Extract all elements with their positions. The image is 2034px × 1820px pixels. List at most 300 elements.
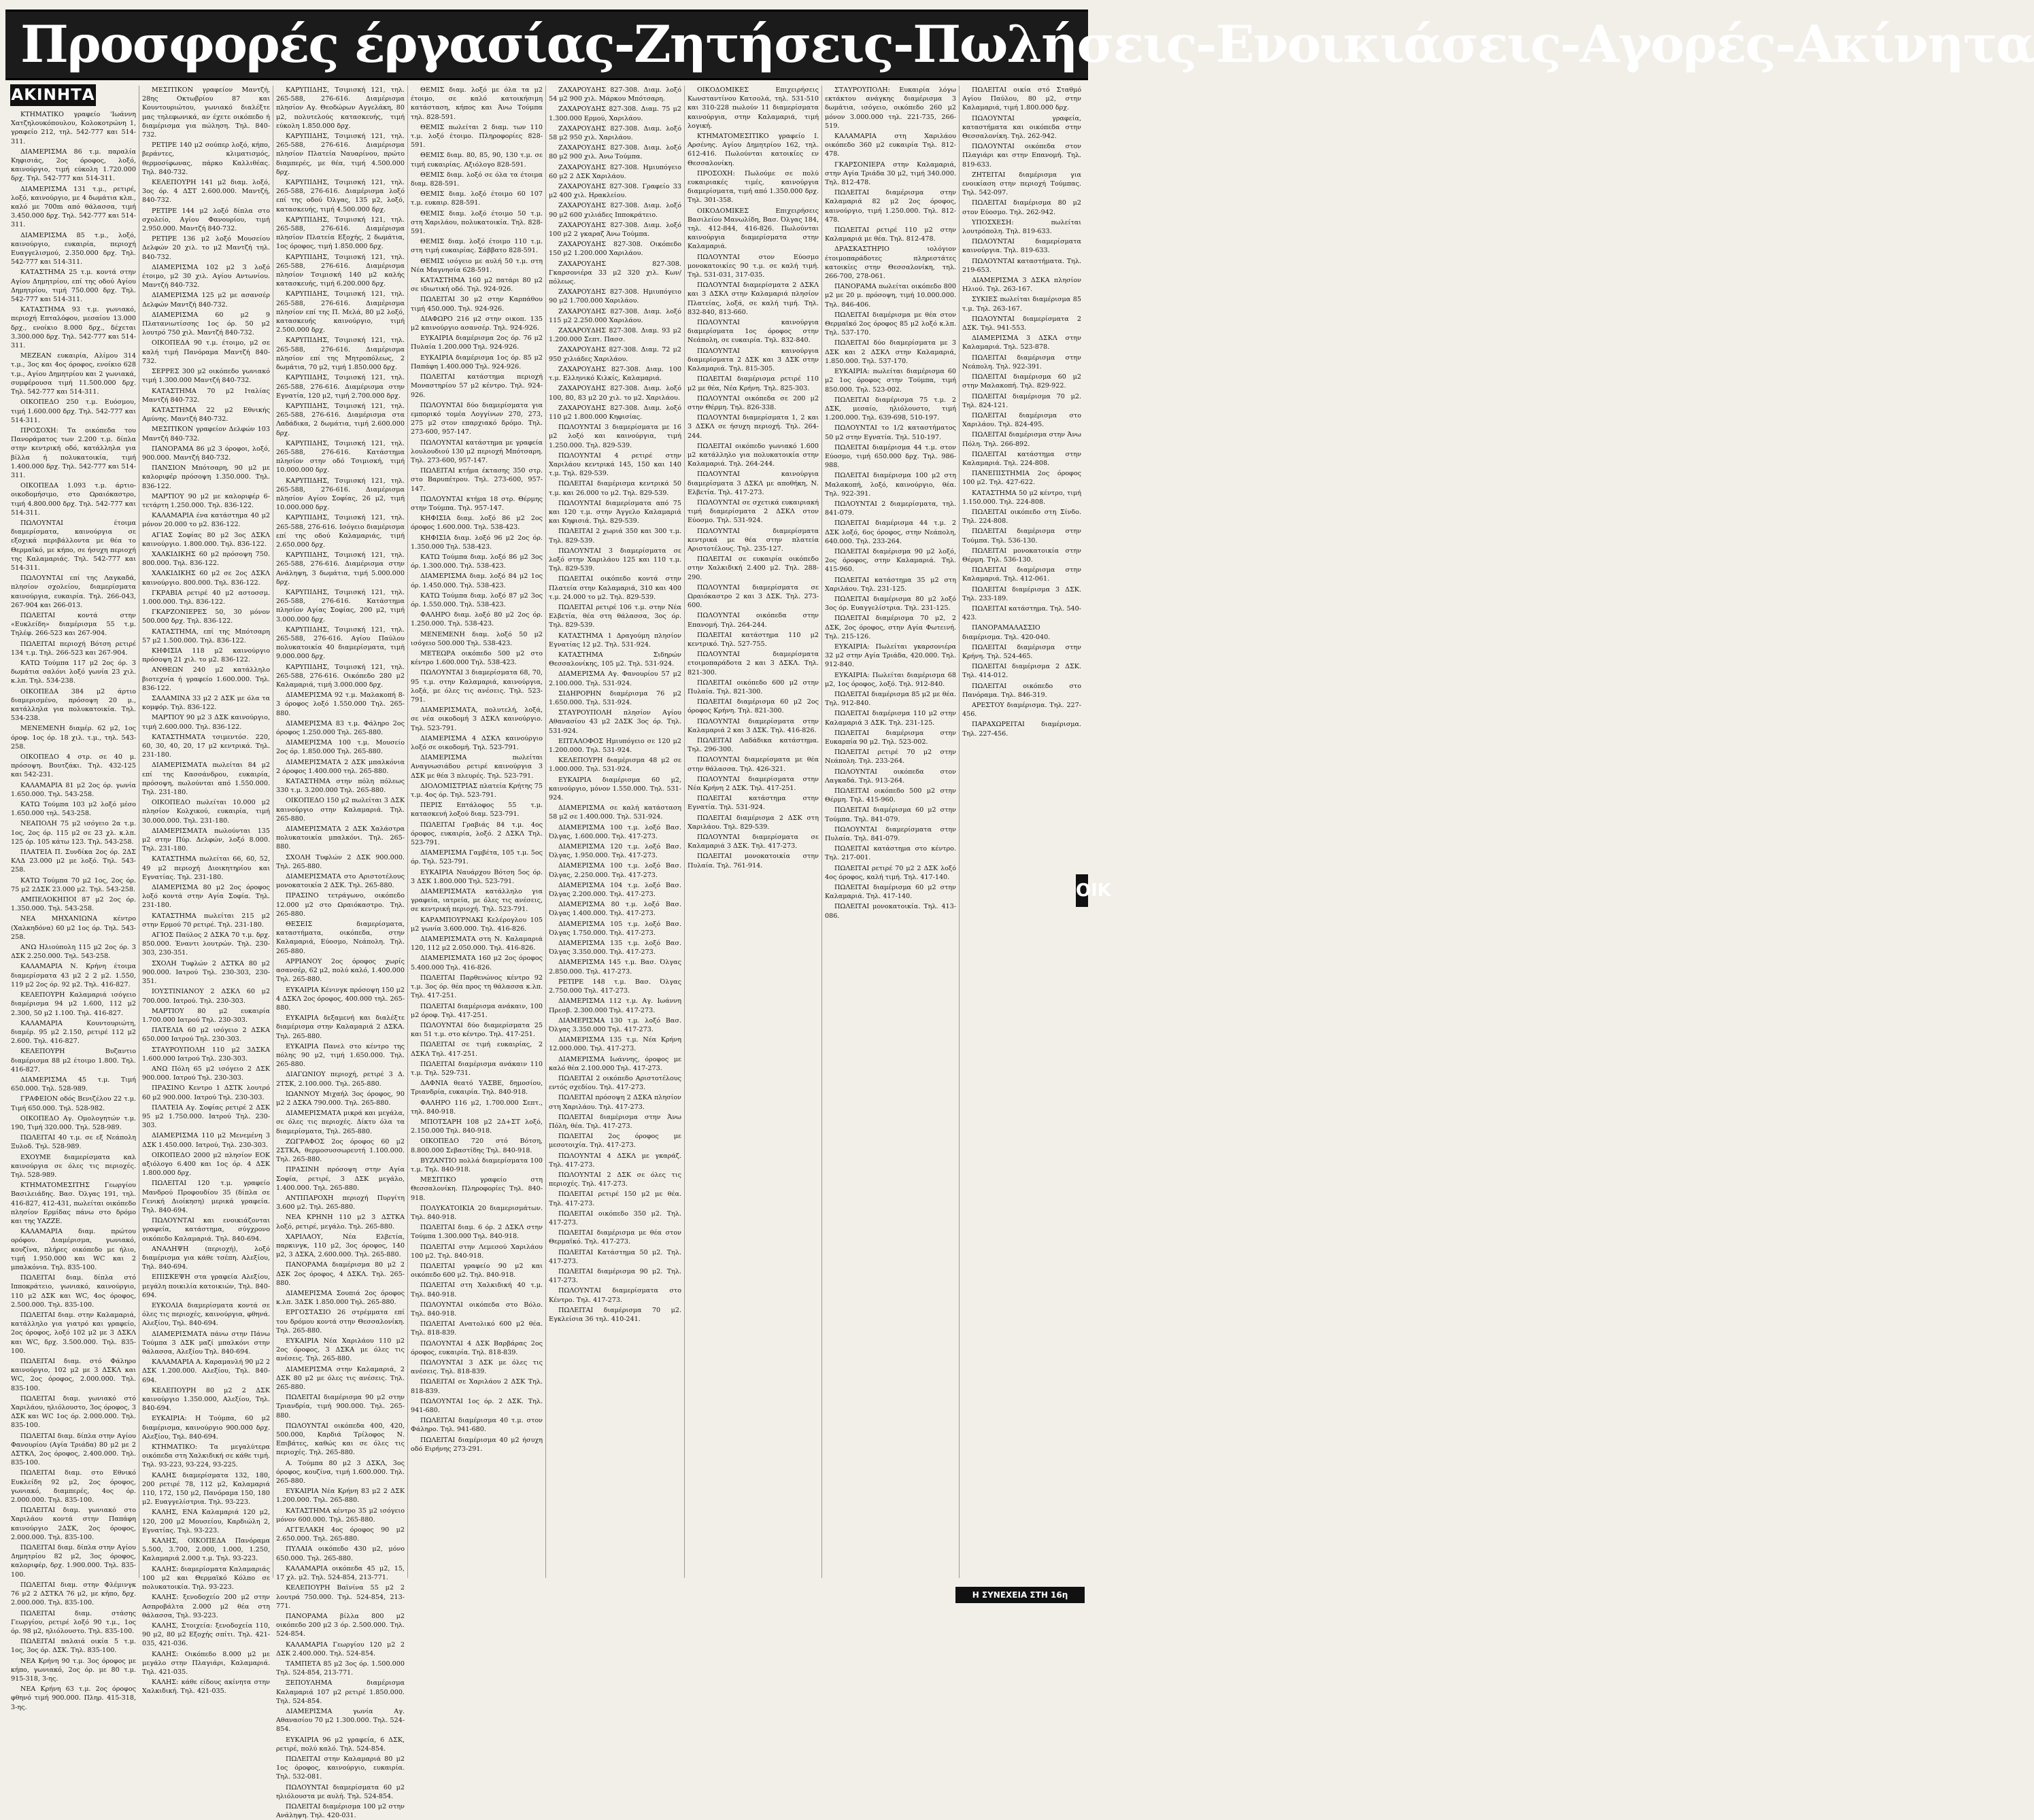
classified-ad: ΠΩΛΕΙΤΑΙ ρετιρέ 70 μ2 στην Νεάπολη. Τηλ. 233-264. (825, 749, 956, 766)
classified-ad: ΠΩΛΕΙΤΑΙ διαμέρισμα με θέα στον Θερμαϊκό 2ος όροφος 85 μ2 λοξό κ.λπ. Τηλ. 537-170. (825, 311, 956, 337)
classified-ad: ΠΩΛΕΙΤΑΙ διαμέρισμα 80 μ2 λοξό 3ος όρ. Ευαγγελίστρια. Τηλ. 231-125. (825, 595, 956, 613)
classified-ad: ΖΑΧΑΡΟΥΔΗΣ 827-308. Γραφείο 33 μ2 400 χιλ. Ηρακλείου. (549, 183, 681, 200)
classified-ad: ΠΩΛΕΙΤΑΙ διαμέρισμα 60 μ2 2ος όροφος Κρήνη. Τηλ. 821-300. (688, 698, 819, 715)
classified-ad: ΖΗΤΕΙΤΑΙ διαμέρισμα για ενοικίαση στην περιοχή Τούμπας. Τηλ. 542-097. (962, 171, 1081, 197)
classified-ad: ΠΩΛΟΥΝΤΑΙ 3 διαμερίσματα σε λοξό στην Χαριλάου 125 και 110 τ.μ. Τηλ. 829-539. (549, 547, 681, 573)
classified-ad: ΚΤΗΜΑΤΟΜΕΣΙΤΗΣ Γεωργίου Βασιλειάδης. Βασ. Όλγας 191, τηλ. 416-827, 412-431, πωλείται οικόπεδο πλησίον Ερμίδας πάνω στο δρόμο και της ΥΑΖΖΕ. (11, 1182, 136, 1225)
classified-ad: ΚΑΡΥΠΙΔΗΣ, Τσιμισκή 121, τηλ. 265-588, 276-616. Ισόγειο διαμέρισμα επί της οδού Καλαμαριάς, τιμή 2.650.000 δρχ. (276, 514, 405, 549)
classified-ad: ΘΕΜΙΣ διαμ. 80, 85, 90, 130 τ.μ. σε τιμή ευκαιρίας. Αξιόλογο 828-591. (411, 152, 543, 169)
classified-ad: ΖΑΧΑΡΟΥΔΗΣ 827-308. Διαμ. λοξό 90 μ2 600 χιλιάδες Ιπποκράτειο. (549, 202, 681, 219)
classified-ad: ΠΩΛΕΙΤΑΙ διαμ. στην Καλαμαριά, κατάλληλο για γιατρό και γραφείο, 2ος όροφος, λοξό 102 μ2 με 3 ΔΣΚΛ και WC, δρχ. 3.500.000. Τηλ. 835-100. (11, 1311, 136, 1355)
ad-column-8 (959, 86, 1081, 1578)
classified-ad: ΠΩΛΕΙΤΑΙ στην Λεμεσού Χαριλάου 100 μ2. Τηλ. 840-918. (411, 1243, 543, 1260)
classified-ad: ΠΩΛΕΙΤΑΙ διαμέρισμα 40 μ2 ήσυχη οδό Ειρήνης 273-291. (411, 1436, 543, 1453)
classified-ad: ΠΩΛΕΙΤΑΙ οικόπεδο 500 μ2 στην Θέρμη. Τηλ. 415-960. (825, 787, 956, 804)
classified-ad: ΔΙΑΜΕΡΙΣΜΑ 80 μ2 2ος όροφος λοξό κοντά στην Αγία Σοφία. Τηλ. 231-180. (142, 884, 270, 910)
classified-ad: ΠΩΛΕΙΤΑΙ κατάστημα 110 μ2 κεντρικό. Τηλ. 527-755. (688, 631, 819, 648)
classified-ad: ΑΓΙΑΣ Σοφίας 80 μ2 3ος ΔΣΚΛ καινούργιο. 1.800.000. Τηλ. 836-122. (142, 531, 270, 548)
classified-ad: ΚΗΦΙΣΙΑ 118 μ2 καινούργιο πρόσοψη 21 χιλ. το μ2. 836-122. (142, 647, 270, 664)
classified-ad: ΚΑΤΑΣΤΗΜΑ 93 τ.μ. γωνιακό, περιοχή Επταλόφου, μεσαίου 13.000 δρχ., ενοίκιο 8.000 δρχ., δέχεται 3.300.000 δρχ. Τηλ. 542-777 και 514-311. (11, 306, 136, 350)
classified-ad: ΠΩΛΕΙΤΑΙ διαμέρισμα 2 ΔΣΚ. Τηλ. 414-012. (962, 663, 1081, 680)
classified-ad: ΠΩΛΟΥΝΤΑΙ γραφεία, καταστήματα και οικόπεδα στην Θεσσαλονίκη. Τηλ. 262-942. (962, 114, 1081, 141)
classified-ad: ΔΙΑΜΕΡΙΣΜΑ 120 τ.μ. λοξό Βασ. Όλγας, 1.950.000. Τηλ. 417-273. (549, 843, 681, 860)
classified-ad: ΚΑΤΑΣΤΗΜΑ 22 μ2 Εθνικής Αμύνης. Μαντζή 840-732. (142, 406, 270, 424)
classified-ad: ΠΩΛΕΙΤΑΙ διαμέρισμα στην Καλαμαριά 82 μ2 2ος όροφος, καινούργιο, τιμή 1.250.000. Τηλ. 812-478. (825, 189, 956, 224)
classified-ad: ΡΕΤΙΡΕ 136 μ2 λοξό Μουσείου Δελφών 20 χιλ. το μ2 Μαντζή τηλ. 840-732. (142, 235, 270, 261)
classified-ad: ΕΥΚΟΛΙΑ διαμερίσματα κοντά σε όλες τις περιοχές, καινούργια, φθηνά. Αλεξίου, Τηλ. 840-694. (142, 1302, 270, 1328)
classified-ad: ΤΑΜΠΕΤΑ 85 μ2 3ος όρ. 1.500.000 Τηλ. 524-854, 213-771. (276, 1660, 405, 1677)
classified-ad: ΠΩΛΕΙΤΑΙ Λαδάδικα κατάστημα. Τηλ. 296-300. (688, 737, 819, 754)
classified-ad: ΠΑΡΑΧΩΡΕΙΤΑΙ διαμέρισμα. Τηλ. 227-456. (962, 721, 1081, 738)
classified-ad: ΖΑΧΑΡΟΥΔΗΣ 827-308. Οικόπεδο 150 μ2 1.200.000 Χαριλάου. (549, 241, 681, 258)
classified-ad: ΟΙΚΟΠΕΔΑ 384 μ2 άρτιο διαμερισμένο, πρόσοψη 20 μ., κατάλληλα για πολυκατοικία. Τηλ. 534-238. (11, 687, 136, 723)
classified-ad: ΓΚΑΡΣΟΝΙΕΡΑ στην Καλαμαριά, στην Αγία Τριάδα 30 μ2, τιμή 340.000. Τηλ. 812-478. (825, 160, 956, 187)
classified-ad: ΠΩΛΕΙΤΑΙ κατάστημα 35 μ2 στη Χαριλάου. Τηλ. 231-125. (825, 576, 956, 593)
classified-ad: ΠΩΛΕΙΤΑΙ διαμέρισμα 60 μ2 στην Μαλακοπή. Τηλ. 829-922. (962, 373, 1081, 390)
classified-ad: ΚΑΤΩ Τούμπα 103 μ2 λοξό μέσο 1.650.000 τηλ. 543-258. (11, 801, 136, 818)
classified-ad: ΔΙΑΜΕΡΙΣΜΑΤΑ μικρά και μεγάλα, σε όλες τις περιοχές. Δίκτυ όλα τα διαμερίσματα, Τηλ. 265-880. (276, 1110, 405, 1135)
classified-ad: ΠΩΛΕΙΤΑΙ οικόπεδο 600 μ2 στην Πυλαία. Τηλ. 821-300. (688, 679, 819, 696)
ad-column-6 (684, 86, 819, 1578)
classified-ad: ΙΟΥΣΤΙΝΙΑΝΟΥ 2 ΔΣΚΛ 60 μ2 700.000. Ιατρού. Τηλ. 230-303. (142, 988, 270, 1005)
classified-ad: ΜΑΡΤΙΟΥ 90 μ2 3 ΔΣΚ καινούργιο, τιμή 2.600.000. Τηλ. 836-122. (142, 714, 270, 731)
classified-ad: ΠΩΛΕΙΤΑΙ διαμέρισμα ρετιρέ 110 μ2 με θέα, Νέα Κρήνη. Τηλ. 825-303. (688, 375, 819, 392)
classified-ad: ΔΙΑΜΕΡΙΣΜΑ 4 ΔΣΚΛ καινούργιο λοξό σε οικοδομή. Τηλ. 523-791. (411, 734, 543, 752)
classified-ad: ΠΩΛΕΙΤΑΙ διαμ. στην Φλέμινγκ 76 μ2 2 ΔΣΤΚΛ 76 μ2, με κήπο, δρχ. 2.000.000. Τηλ. 835-100. (11, 1581, 136, 1607)
classified-ad: ΕΧΟΥΜΕ διαμερίσματα καλ καινούργια σε όλες τις περιοχές. Τηλ. 528-989. (11, 1153, 136, 1179)
classified-ad: ΔΙΑΜΕΡΙΣΜΑ 83 τ.μ. Φάληρο 2ος όροφος 1.250.000 Τηλ. 265-880. (276, 719, 405, 737)
classified-ad: ΚΑΤΑΣΤΗΜΑ κέντρο 35 μ2 ισόγειο μόνον 600.000. Τηλ. 265-880. (276, 1507, 405, 1524)
banner-title: Προσφορές έργασίας-Ζητήσεις-Πωλήσεις-Ενοικιάσεις-Αγορές-Ακίνητα (20, 14, 2034, 74)
classified-ad: ΠΩΛΟΥΝΤΑΙ 3 διαμερίσματα με 16 μ2 λοξό και καινούργια, τιμή 1.250.000. Τηλ. 829-539. (549, 424, 681, 449)
classified-ad: ΠΥΛΑΙΑ οικόπεδο 430 μ2, μόνο 650.000. Τηλ. 265-880. (276, 1545, 405, 1562)
classified-ad: ΖΑΧΑΡΟΥΔΗΣ 827-308. Διαμ. λοξό 115 μ2 2.250.000 Χαριλάου. (549, 307, 681, 324)
classified-ad: ΠΩΛΕΙΤΑΙ διαμέρισμα 2 ΔΣΚ στη Χαριλάου. Τηλ. 829-539. (688, 814, 819, 831)
classified-ad: ΠΩΛΟΥΝΤΑΙ κατάστημα με γραφεία λουλουδιού 130 μ2 περιοχή Μπότσαρη. Τηλ. 273-600, 957-147. (411, 439, 543, 464)
classified-ad: ΚΑΡΥΠΙΔΗΣ, Τσιμισκή 121, τηλ. 265-588, 276-616. Κατάστημα πλησίον Αγίας Σοφίας, 200 μ2, τιμή 3.000.000 δρχ. (276, 588, 405, 623)
classified-ad: ΠΩΛΟΥΝΤΑΙ διαμερίσματα καινούργια. Τηλ. 819-633. (962, 238, 1081, 255)
classified-ad: ΞΕΠΟΥΛΗΜΑ διαμέρισμα Καλαμαριά 107 μ2 ρετιρέ 1.850.000. Τηλ. 524-854. (276, 1679, 405, 1705)
classified-ad: ΖΑΧΑΡΟΥΔΗΣ 827-308. Διαμ. 100 τ.μ. Ελληνικό Κιλκίς, Καλαμαριά. (549, 365, 681, 383)
classified-ad: ΔΙΑΜΕΡΙΣΜΑ 3 ΔΣΚΛ στην Καλαμαριά. Τηλ. 523-878. (962, 334, 1081, 351)
classified-ad: ΔΙΑΜΕΡΙΣΜΑ 100 τ.μ. Μουσείο 2ος όρ. 1.850.000 Τηλ. 265-880. (276, 739, 405, 756)
classified-ad: ΠΩΛΟΥΝΤΑΙ στον Εύοσμο μονοκατοικίες 90 τ.μ. σε καλή τιμή. Τηλ. 531-031, 317-035. (688, 253, 819, 279)
classified-ad: ΚΑΤΑΣΤΗΜΑ πωλείται 215 μ2 στην Ερμού 70 ρετιρέ. Τηλ. 231-180. (142, 912, 270, 929)
ad-column-3 (273, 86, 405, 1820)
classified-ad: ΠΑΝΟΡΑΜΑΛΑΣΣΙΟ διαμέρισμα. Τηλ. 420-040. (962, 624, 1051, 641)
classified-ad: ΠΩΛΟΥΝΤΑΙ διαμερίσματα ετοιμοπαράδοτα 2 και 3 ΔΣΚΛ. Τηλ. 821-300. (688, 651, 819, 676)
classified-ad: ΚΑΛΑΜΑΡΙΑ 81 μ2 2ος όρ. γωνία 1.650.000. Τηλ. 543-258. (11, 781, 136, 798)
classified-ad: ΕΥΚΑΙΡΙΑ διαμέρισμα 60 μ2, καινούργιο, μόνον 1.550.000. Τηλ. 531-924. (549, 776, 681, 802)
classified-ad: ΘΕΜΙΣ ισόγειο με αυλή 50 τ.μ. στη Νέα Μαγνησία 628-591. (411, 257, 543, 274)
classified-ad: ΚΑΛΗΣ: Οικόπεδο 8.000 μ2 με μεγάλο στην Πλαγιάρι, Καλαμαριά. Τηλ. 421-035. (142, 1650, 270, 1676)
classified-ad: ΓΚΑΡΖΟΝΙΕΡΕΣ 50, 30 μόνον 500.000 δρχ. Τηλ. 836-122. (142, 608, 270, 625)
classified-ad: ΠΩΛΟΥΝΤΑΙ διαμερίσματα 1, 2 και 3 ΔΣΚΛ σε ήσυχη περιοχή. Τηλ. 264-244. (688, 414, 819, 440)
classified-ad: ΠΩΛΟΥΝΤΑΙ διαμερίσματα σε Ωραιόκαστρο 2 και 3 ΔΣΚ. Τηλ. 273-600. (688, 583, 819, 610)
classified-ad: ΚΕΛΕΠΟΥΡΗ Καλαμαριά ισόγειο διαμέρισμα 94 μ2 1.600, 112 μ2 2.300, 50 μ2 1.100. Τηλ. 416-827. (11, 991, 136, 1017)
classified-ad: ΔΙΑΜΕΡΙΣΜΑΤΑ πωλείται 84 μ2 επί της Κασσάνδρου, ευκαιρία, πρόσοψη, πωλούνται από 1.550.000. Τηλ. 231-180. (142, 761, 270, 797)
classified-ad: ΙΩΑΝΝΟΥ Μιχαήλ 3ος όροφος, 90 μ2 2 ΔΣΚΑ 790.000. Τηλ. 265-880. (276, 1090, 405, 1107)
classified-ad: ΚΑΡΥΠΙΔΗΣ, Τσιμισκή 121, τηλ. 265-588, 276-616. Διαμέρισμα πλησίον Αγ. Θεοδώρων Αγγελάκη, 80 μ2, πολυτελούς κατασκευής, τιμή εύκολη 1.850.000 δρχ. (276, 86, 405, 130)
classified-ad: ΔΙΑΜΕΡΙΣΜΑΤΑ 2 ΔΣΚ μπαλκόνια 2 όροφος 1.400.000 τηλ. 265-880. (276, 758, 405, 775)
classified-ad: ΠΩΛΕΙΤΑΙ διαμέρισμα με θέα στον Θερμαϊκό. Τηλ. 417-273. (549, 1229, 681, 1246)
classified-ad: ΟΙΚΟΠΕΔΟ 720 στό Βότση, 8.800.000 Σεβαστίδης Τηλ. 840-918. (411, 1137, 543, 1154)
classified-ad: ΠΩΛΕΙΤΑΙ διαμ. δίπλα στό Ιπποκράτειο, γωνιακό, καινούργιο, 110 μ2 ΔΣΚ και WC, 4ος όροφος, 2.500.000. Τηλ. 835-100. (11, 1274, 136, 1309)
classified-ad: ΠΩΛΟΥΝΤΑΙ επί της Λαγκαδά, πλησίον σχολείου, διαμερίσματα καινούργια, ευκαιρία. Τηλ. 266-043, 267-904 και 266-013. (11, 574, 136, 609)
classified-ad: ΘΕΣΕΙΣ διαμερίσματα, καταστήματα, οικόπεδα, στην Καλαμαριά, Εύοσμο, Νεάπολη. Τηλ. 265-880. (276, 921, 405, 955)
classified-ad: ΕΥΚΑΙΡΙΑ Νέα Χαριλάου 110 μ2 2ος όροφος, 3 ΔΣΚΑ με όλες τις ανέσεις. Τηλ. 265-880. (276, 1337, 405, 1363)
classified-ad: ΠΩΛΕΙΤΑΙ σε ευκαιρία οικόπεδο στην Χαλκιδική 2.400 μ2. Τηλ. 288-290. (688, 555, 819, 581)
classified-ad: ΠΩΛΕΙΤΑΙ οικόπεδο κοντά στην Πλατεία στην Καλαμαριά, 310 και 400 τ.μ. 24.000 το μ2. Τηλ. 829-539. (549, 575, 681, 601)
classified-ad: ΠΩΛΕΙΤΑΙ 2ος όροφος με μεσοτοιχία. Τηλ. 417-273. (549, 1133, 681, 1150)
classified-ad: ΝΕΑ ΜΗΧΑΝΙΩΝΑ κέντρο (Χαλκηδόνα) 60 μ2 1ος όρ. Τηλ. 543-258. (11, 915, 136, 941)
classified-ad: ΠΩΛΟΥΝΤΑΙ κτήμα 18 στρ. Θέρμης στην Τούμπα. Τηλ. 957-147. (411, 495, 543, 512)
classified-ad: ΠΩΛΕΙΤΑΙ διαμ. στάσης Γεωργίου, ρετιρέ λοξό 90 τ.μ., 1ος όρ. 98 μ2, ηλιόλουστο. Τηλ. 835-100. (11, 1609, 136, 1635)
ad-column-7 (821, 86, 956, 1578)
classified-ad: ΔΙΑΦΩΡΟ 216 μ2 στην οικοπ. 135 μ2 καινούργιο ασανσέρ. Τηλ. 924-926. (411, 315, 543, 332)
classified-ad: ΠΩΛΕΙΤΑΙ διαμ. στο Εθνικό Ευκλείδη 92 μ2, 2ος όροφος, γωνιακό, διαμπερές, 4ος όρ. 2.000.000. Τηλ. 835-100. (11, 1469, 136, 1505)
classified-ad: ΚΑΡΥΠΙΔΗΣ, Τσιμισκή 121, τηλ. 265-588, 276-616. Διαμέρισμα πλησίον επί της Μητροπόλεως, 2 δωμάτια, 70 μ2, τιμή 1.850.000 δρχ. (276, 337, 405, 372)
classified-ad: ΦΑΛΗΡΟ διαμ. λοξό 80 μ2 2ος όρ. 1.250.000. Τηλ. 538-423. (411, 611, 543, 628)
classified-ad: ΠΩΛΕΙΤΑΙ ρετιρέ 70 μ2 2 ΔΣΚ λοξό 4ος όροφος, καλή τιμή. Τηλ. 417-140. (825, 864, 956, 881)
classified-ad: ΠΩΛΕΙΤΑΙ διαμέρισμα στην Κρήνη. Τηλ. 524-465. (962, 643, 1081, 660)
classified-ad: ΠΩΛΕΙΤΑΙ 40 τ.μ. σε εξ Νεάπολη Ξυλοδ. Τηλ. 528-989. (11, 1134, 136, 1151)
classified-ad: ΠΩΛΕΙΤΑΙ κατάστημα περιοχή Μοναστηρίου 57 μ2 κέντρο. Τηλ. 924-926. (411, 373, 543, 399)
classified-ad: ΠΩΛΕΙΤΑΙ οικόπεδο στο Πανόραμα. Τηλ. 846-319. (962, 682, 1081, 699)
classified-ad: ΑΜΠΕΛΟΚΗΠΟΙ 87 μ2 2ος όρ. 1.350.000. Τηλ. 543-258. (11, 896, 136, 913)
classified-ad: ΠΩΛΕΙΤΑΙ ρετιρέ 150 μ2 με θέα. Τηλ. 417-273. (549, 1190, 681, 1207)
classified-ad: ΠΩΛΕΙΤΑΙ διαμ. 6 όρ. 2 ΔΣΚΛ στην Τούμπα 1.300.000 Τηλ. 840-918. (411, 1224, 543, 1241)
classified-ad: ΠΩΛΕΙΤΑΙ σε τιμή ευκαιρίας, 2 ΔΣΚΛ Τηλ. 417-251. (411, 1041, 543, 1058)
classified-ad: ΔΙΑΜΕΡΙΣΜΑ γωνία Αγ. Αθανασίου 70 μ2 1.300.000. Τηλ. 524-854. (276, 1707, 405, 1734)
classified-ad: ΚΗΦΙΣΙΑ διαμ. λοξό 86 μ2 2ος όροφος 1.600.000. Τηλ. 538-423. (411, 515, 543, 532)
classified-ad: ΠΩΛΟΥΝΤΑΙ διαμερίσματα στην Καλαμαριά 2 και 3 ΔΣΚ. Τηλ. 416-826. (688, 717, 819, 734)
classified-ad: ΡΕΤΙΡΕ 148 τ.μ. Βασ. Όλγας 2.750.000 Τηλ. 417-273. (549, 978, 681, 995)
ad-column-2 (139, 86, 270, 1696)
classified-ad: ΚΑΤΑΣΤΗΜΑ 25 τ.μ. κοντά στην Αγίου Δημητρίου, επί της οδού Αγίου Δημητρίου, τιμή 750.000 δρχ. Τηλ. 542-777 και 514-311. (11, 269, 136, 304)
classified-ad: ΚΑΛΗΣ: διαμερίσματα Καλαμαριάς 100 μ2 και Θερμαϊκό Κόλπο σε πολυκατοικία. Τηλ. 93-223. (142, 1565, 270, 1592)
classified-ad: ΠΩΛΕΙΤΑΙ διαμέρισμα 44 τ.μ. στον Εύοσμο, τιμή 650.000 δρχ. Τηλ. 986-988. (825, 443, 956, 470)
classified-ad: ΠΩΛΕΙΤΑΙ διαμέρισμα 90 μ2 λοξό, 2ος όροφος, στην Καλαμαριά. Τηλ. 415-960. (825, 547, 956, 574)
classified-ad: ΠΩΛΟΥΝΤΑΙ καταστήματα. Τηλ. 219-653. (962, 257, 1081, 274)
classified-ad: ΚΑΡΥΠΙΔΗΣ, Τσιμισκή 121, τηλ. 265-588, 276-616. Διαμέρισμα πλησίον Πλατεία Ναυαρίνου, πρώτο διαμπερές, με θέα, τιμή 4.500.000 δρχ. (276, 133, 405, 176)
classified-ad: ΥΠΟΣΧΕΣΗ: πωλείται λουτρόπολη. Τηλ. 819-633. (962, 218, 1081, 236)
classified-ad: ΚΑΛΑΜΑΡΙΑ Κουντουριώτη, διαμέρ. 95 μ2 2.150, ρετιρέ 112 μ2 2.600. Τηλ. 416-827. (11, 1019, 136, 1046)
classified-ad: ΟΙΚΟΠΕΔΟ 150 μ2 πωλείται 3 ΔΣΚ καινούργιο στην Καλαμαριά. Τηλ. 265-880. (276, 797, 405, 823)
classified-ad: ΑΡΕΣΤΟΥ διαμέρισμα. Τηλ. 227-456. (962, 702, 1081, 719)
classified-ad: ΔΙΑΜΕΡΙΣΜΑ Ιωάννης, όροφος με καλό θέα 2.100.000 Τηλ. 417-273. (549, 1055, 681, 1072)
classified-ad: ΕΠΙΣΚΕΨΗ στα γραφεία Αλεξίου, μεγάλη ποικιλία κατοικιών, Τηλ. 840-694. (142, 1273, 270, 1299)
classified-ad: ΔΙΑΜΕΡΙΣΜΑ 110 μ2 Μενεμένη 3 ΔΣΚ 1.450.000. Ιατρού, Τηλ. 230-303. (142, 1132, 270, 1149)
classified-ad: ΟΙΚΟΠΕΔΑ 90 τ.μ. έτοιμο, μ2 σε καλή τιμή Πανόραμα Μαντζή 840-732. (142, 339, 270, 365)
classified-ad: ΓΡΑΦΕΙΟΝ οδός Βενιζέλου 22 τ.μ. Τιμή 650.000. Τηλ. 528-982. (11, 1095, 136, 1112)
classified-ad: ΚΑΛΗΣ, ΕΝΑ Καλαμαριά 120 μ2, 120, 200 μ2 Μουσείου, Καρδιώλη 2, Εγνατίας. Τηλ. 93-223. (142, 1509, 270, 1534)
classified-ad: ΚΑΤΩ Τούμπα διαμ. λοξό 86 μ2 3ος όρ. 1.300.000. Τηλ. 538-423. (411, 553, 543, 570)
classified-ad: ΕΥΚΑΙΡΙΑ: πωλείται διαμέρισμα 60 μ2 1ος όροφος στην Τούμπα, τιμή 850.000. Τηλ. 523-002. (825, 368, 956, 394)
classified-ad: ΖΑΧΑΡΟΥΔΗΣ 827-308. Διαμ. 93 μ2 1.200.000 Σεπτ. Πασσ. (549, 327, 681, 344)
classified-ad: ΠΩΛΟΥΝΤΑΙ διαμερίσματα στην Νέα Κρήνη 2 ΔΣΚ. Τηλ. 417-251. (688, 775, 819, 793)
classified-ad: ΖΑΧΑΡΟΥΔΗΣ 827-308. Ημιυπόγειο 60 μ2 2 ΔΣΚ Χαριλάου. (549, 163, 681, 180)
classified-ad: ΠΩΛΕΙΤΑΙ Παρθενώνος κέντρο 92 τ.μ. 3ος όρ. θέα προς τη θάλασσα κ.λπ. Τηλ. 417-251. (411, 974, 543, 1000)
classified-ad: ΜΕΖΕΑΝ ευκαιρία, Αλίμου 314 τ.μ., 3ος και 4ος όροφος, ενοίκιο 628 τ.μ., Αγίου Δημητρίου και 2 γωνιακά, συμφέρουσα τιμή 11.500.000 δρχ. Τηλ. 542-777 και 514-311. (11, 352, 136, 396)
classified-ad: ΠΩΛΕΙΤΑΙ 30 μ2 στην Καρπάθου τιμή 450.000. Τηλ. 924-926. (411, 296, 543, 313)
classified-ad: ΔΙΑΜΕΡΙΣΜΑ 80 τ.μ. λοξό Βασ. Όλγας 1.400.000. Τηλ. 417-273. (549, 901, 681, 918)
classified-ad: ΑΓΓΕΛΑΚΗ 4ος όροφος 90 μ2 2.650.000. Τηλ. 265-880. (276, 1526, 405, 1543)
classified-ad: ΠΩΛΕΙΤΑΙ διαμέρισμα στην Τούμπα. Τηλ. 536-130. (962, 528, 1081, 545)
classified-ad: ΠΩΛΕΙΤΑΙ διαμέρισμα 60 μ2 στην Τούμπα. Τηλ. 841-079. (825, 806, 956, 823)
classified-ad: ΠΩΛΕΙΤΑΙ διαμέρισμα στην Καλαμαριά. Τηλ. 412-061. (962, 566, 1081, 583)
classified-ad: ΠΩΛΕΙΤΑΙ Κατάστημα 50 μ2. Τηλ. 417-273. (549, 1248, 681, 1265)
classified-ad: ΕΥΚΑΙΡΙΑ 96 μ2 γραφεία, 6 ΔΣΚ, ρετιρέ, πολύ καλό. Τηλ. 524-854. (276, 1736, 405, 1753)
classified-ad: ΠΩΛΟΥΝΤΑΙ οικόπεδα 400, 420, 500.000, Καρδιά Τρίλοφος Ν. Επιβάτες, καθώς και σε όλες τις περιοχές. Τηλ. 265-880. (276, 1422, 405, 1457)
classified-ad: ΚΑΛΗΣ: κάθε είδους ακίνητα στην Χαλκιδική. Τηλ. 421-035. (142, 1679, 270, 1696)
classified-ad: ΟΙΚΟΠΕΔΟ πωλείται 10.000 μ2 πλησίον Κολχικού, ευκαιρία, τιμή 30.000.000. Τηλ. 231-180. (142, 799, 270, 825)
classified-ad: ΠΩΛΟΥΝΤΑΙ 2 ΔΣΚ σε όλες τις περιοχές. Τηλ. 417-273. (549, 1171, 681, 1188)
classified-ad: ΠΡΑΣΙΝΗ πρόσοψη στην Αγία Σοφία, ρετιρέ, 3 ΔΣΚ μεγάλο, 1.400.000. Τηλ. 265-880. (276, 1166, 405, 1192)
classified-ad: ΠΩΛΕΙΤΑΙ πρόσοψη 2 ΔΣΚΑ πλησίον στη Χαριλάου. Τηλ. 417-273. (549, 1094, 681, 1111)
classified-ad: ΔΙΑΜΕΡΙΣΜΑΤΑ στη Ν. Καλαμαριά 120, 112 μ2 2.050.000. Τηλ. 416-826. (411, 935, 543, 952)
classified-ad: ΔΙΑΜΕΡΙΣΜΑΤΑ 160 μ2 2ος όροφος 5.400.000 Τηλ. 416-826. (411, 955, 543, 972)
classified-ad: ΚΑΡΥΠΙΔΗΣ, Τσιμισκή 121, τηλ. 265-588, 276-616. Διαμέρισμα πλησίον Πλατεία Εξοχής, 2 δωμάτια, 1ος όροφος, τιμή 1.850.000 δρχ. (276, 216, 405, 251)
classified-ad: ΚΑΛΗΣ, Στοιχεία: ξενοδοχεία 110, 90 μ2, 80 μ2 Εξοχής σπίτι. Τηλ. 421-035, 421-036. (142, 1621, 270, 1648)
classified-ad: ΔΡΑΣΚΑΣΤΗΡΙΟ ιολόγιον έτοιμοπαράδοτες πληρεστάτες κατοικίες στην Θεσσαλονίκη, τηλ. 266-700, 278-061. (825, 245, 956, 281)
classified-ad: ΣΤΑΥΡΟΥΠΟΛΗ: Ευκαιρία λόγω εκτάκτου ανάγκης διαμέρισμα 3 δωμάτια, ισόγειο, οικόπεδο 260 μ2 μόνον 3.000.000 τηλ. 221-735, 266-519. (825, 86, 956, 130)
classified-ad: ΔΙΑΜΕΡΙΣΜΑ σε καλή κατάσταση 58 μ2 σε 1.400.000. Τηλ. 531-924. (549, 804, 681, 821)
classified-ad: ΚΑΤΑΣΤΗΜΑ Σιδηρών Θεσσαλονίκης, 105 μ2. Τηλ. 531-924. (549, 651, 681, 668)
classified-ad: ΔΙΟΛΟΜΙΣΤΡΙΑΣ πλατεία Κρήτης 75 τ.μ. 4ος όρ. Τηλ. 523-791. (411, 782, 543, 800)
classified-ad: ΠΩΛΟΥΝΤΑΙ οικόπεδα στο Βόλο. Τηλ. 840-918. (411, 1301, 543, 1318)
classified-ad: ΕΥΚΑΙΡΙΑ: Πωλείται γκαρσονιέρα 32 μ2 στην Αγία Τριάδα, 420.000. Τηλ. 912-840. (825, 642, 956, 669)
classified-ad: ΠΩΛΟΥΝΤΑΙ δύο διαμερίσματα για εμπορικό τομέα Λογγίνων 270, 273, 275 μ2 στον επαρχιακό δρόμο. Τηλ. 273-600, 957-147. (411, 401, 543, 436)
classified-ad: ΠΩΛΕΙΤΑΙ Γραβιάς 84 τ.μ. 4ος όροφος, ευκαιρία, λοξό. 2 ΔΣΚΛ Τηλ. 523-791. (411, 821, 543, 847)
classified-ad: ΝΕΑ ΚΡΗΝΗ 110 μ2 3 ΔΣΤΚΑ λοξό, ρετιρέ, μεγάλο. Τηλ. 265-880. (276, 1214, 405, 1231)
classified-ad: ΕΥΚΑΙΡΙΑ Κένινγκ πρόσοψη 150 μ2 4 ΔΣΚΛ 2ος όροφος, 400.000 τηλ. 265-880. (276, 986, 405, 1012)
classified-ad: ΠΩΛΕΙΤΑΙ διαμέρισμα στην Ευκαρπία 90 μ2. Τηλ. 523-002. (825, 729, 956, 746)
classified-ad: ΠΩΛΟΥΝΤΑΙ και ενοικιάζονται γραφεία, κατάστημα, σύγχρονο οικόπεδο Καλαμαριά. Τηλ. 840-694. (142, 1217, 270, 1243)
classified-ad: ΠΩΛΕΙΤΑΙ διαμέρισμα 44 τ.μ. 2 ΔΣΚ λοξό, 6ος όροφος, στην Νεάπολη, 640.000. Τηλ. 233-264. (825, 519, 956, 545)
classified-ad: ΘΕΜΙΣ διαμ. λοξό έτοιμο 50 τ.μ. στη Χαριλάου, πολυκατοικία. Τηλ. 828-591. (411, 209, 543, 236)
classified-ad: ΜΕΣΙΤΙΚΟ γραφείο στη Θεσσαλονίκη. Πληροφορίες Τηλ. 840-918. (411, 1176, 543, 1202)
classified-ad: ΣΤΑΥΡΟΥΠΟΛΗ πλησίον Αγίου Αθανασίου 43 μ2 2ΔΣΚ 3ος όρ. Τηλ. 531-924. (549, 709, 681, 735)
classified-ad: ΚΑΤΩ Τούμπα 70 μ2 1ος, 2ος όρ. 75 μ2 2ΔΣΚ 23.000 μ2. Τηλ. 543-258. (11, 876, 136, 893)
classified-ad: ΚΑΡΥΠΙΔΗΣ, Τσιμισκή 121, τηλ. 265-588, 276-616. Διαμέρισμα πλησίον Αγίου Σοφίας, 26 μ2, τιμή 10.000.000 δρχ. (276, 477, 405, 512)
classified-ad: ΚΑΡΥΠΙΔΗΣ, Τσιμισκή 121, τηλ. 265-588, 276-616. Οικόπεδο 280 μ2 Καλαμαριά, τιμή 3.000.000 δρχ. (276, 663, 405, 689)
classified-ad: ΠΩΛΕΙΤΑΙ Ανατολικό 600 μ2 θέα. Τηλ. 818-839. (411, 1320, 543, 1337)
classified-ad: ΔΙΑΜΕΡΙΣΜΑΤΑ, πολυτελή, λοξά, σε νέα οικοδομή 3 ΔΣΚΛ καινούργιο. Τηλ. 523-791. (411, 706, 543, 732)
classified-ad: ΖΑΧΑΡΟΥΔΗΣ 827-308. Διαμ. 75 μ2 1.300.000 Ερμού, Χαριλάου. (549, 105, 681, 122)
classified-ad: ΠΩΛΟΥΝΤΑΙ 4 ΔΣΚΛ με γκαράζ. Τηλ. 417-273. (549, 1152, 681, 1169)
classified-ad: ΖΑΧΑΡΟΥΔΗΣ 827-308. Διαμ. λοξό 100 μ2 2 γκαραζ Άνω Τούμπα. (549, 221, 681, 239)
classified-ad: ΠΩΛΕΙΤΑΙ οικία στό Σταθμό Αγίου Παύλου, 80 μ2, στην Καλαμαριά, τιμή 1.800.000 δρχ. (962, 86, 1081, 112)
classified-ad: ΔΙΑΜΕΡΙΣΜΑΤΑ πωλούνται 135 μ2 στην Πύρ. Δελφών, λοξό 8.000. Τηλ. 231-180. (142, 827, 270, 853)
classified-ad: ΠΩΛΕΙΤΑΙ γραφείο 90 μ2 και οικόπεδο 600 μ2. Τηλ. 840-918. (411, 1262, 543, 1280)
classified-ad: ΚΑΤΑΣΤΗΜΑ πωλείται 66, 60, 52, 49 μ2 περιοχή Διοικητηρίου και Εγνατίας. Τηλ. 231-180. (142, 855, 270, 881)
continue-note: Η ΣΥΝΕΧΕΙΑ ΣΤΗ 16η (955, 1587, 1085, 1603)
classified-ad: ΧΑΛΚΙΔΙΚΗΣ 60 μ2 πρόσοψη 750. 800.000. Τηλ. 836-122. (142, 550, 270, 568)
classified-ad: ΠΩΛΕΙΤΑΙ στην Καλαμαριά 80 μ2 1ος όροφος, καινούργιο, ευκαιρία. Τηλ. 532-081. (276, 1755, 405, 1781)
classified-ad: ΔΙΑΜΕΡΙΣΜΑ 85 τ.μ., λοξό, καινούργιο, ευκαιρία, περιοχή Ευαγγελισμού, 2.350.000 δρχ. Τηλ. 542-777 και 514-311. (11, 231, 136, 267)
classified-ad: ΠΩΛΕΙΤΑΙ κοντά στην «Ευκλείδη» διαμέρισμα 55 τ.μ. Τηλέφ. 266-523 και 267-904. (11, 611, 136, 638)
classified-ad: ΑΝΩ Ηλιούπολη 115 μ2 2ος όρ. 3 ΔΣΚ 2.250.000. Τηλ. 543-258. (11, 944, 136, 961)
classified-ad: ΔΙΑΜΕΡΙΣΜΑ 112 τ.μ. Αγ. Ιωάννη Πρεσβ. 2.300.000 Τηλ. 417-273. (549, 997, 681, 1014)
classified-ad: ΔΙΑΜΕΡΙΣΜΑ 45 τ.μ. Τιμή 650.000. Τηλ. 528-989. (11, 1076, 136, 1093)
classified-ad: ΚΑΡΑΜΠΟΥΡΝΑΚΙ Κελέρογλου 105 μ2 γωνία 3.600.000. Τηλ. 416-826. (411, 916, 543, 933)
classified-ad: ΚΑΡΥΠΙΔΗΣ, Τσιμισκή 121, τηλ. 265-588, 276-616. Κατάστημα πλησίον στην οδό Τσιμισκή, τιμή 10.000.000 δρχ. (276, 439, 405, 475)
classified-ad: ΕΥΚΑΙΡΙΑ: Η Τούμπα, 60 μ2 διαμέρισμα, καινούργιο 900.000 δρχ. Αλεξίου, Τηλ. 840-694. (142, 1415, 270, 1441)
classified-ad: ΠΩΛΕΙΤΑΙ διαμ. δίπλα στην Αγίου Δημητρίου 82 μ2, 3ος όροφος, καλοριφέρ, δρχ. 1.900.000. Τηλ. 835-100. (11, 1544, 136, 1579)
classified-ad: ΜΠΟΤΣΑΡΗ 108 μ2 2Δ+ΣΤ λοξό, 2.150.000 Τηλ. 840-918. (411, 1118, 543, 1135)
classified-ad: ΠΩΛΕΙΤΑΙ διαμέρισμα 110 μ2 στην Καλαμαριά 3 ΔΣΚ. Τηλ. 231-125. (825, 710, 956, 727)
classified-ad: ΚΕΛΕΠΟΥΡΗ 141 μ2 διαμ. λοξό, 3ος όρ. 4 ΔΣΤ 2.600.000. Μαντζή, 840-732. (142, 179, 270, 205)
classified-ad: ΕΥΚΑΙΡΙΑ διαμέρισμα 1ος όρ. 85 μ2 Παπάφη 1.400.000 Τηλ. 924-926. (411, 354, 543, 371)
classified-ad: ΔΙΑΜΕΡΙΣΜΑ 105 τ.μ. λοξό Βασ. Όλγας 1.750.000. Τηλ. 417-273. (549, 920, 681, 937)
classified-ad: ΠΩΛΕΙΤΑΙ κατάστημα στο κέντρο. Τηλ. 217-001. (825, 845, 956, 862)
classified-ad: ΠΩΛΕΙΤΑΙ 120 τ.μ. γραφείο Μανδρού Προφουδίου 35 (δίπλα σε Γενική Διοίκηση) μερικά γραφεία. Τηλ. 840-694. (142, 1180, 270, 1214)
classified-ad: ΕΡΓΟΣΤΑΣΙΟ 26 στρέμματα επί του δρόμου κοντά στην Θεσσαλονίκη. Τηλ. 265-880. (276, 1309, 405, 1335)
classified-ad: ΕΥΚΑΙΡΙΑ: Πωλείται διαμέρισμα 68 μ2, 1ος όροφος, λοξό. Τηλ. 912-840. (825, 671, 956, 688)
classified-ad: ΠΩΛΟΥΝΤΑΙ οικόπεδα στην Επανομή. Τηλ. 264-244. (688, 612, 819, 629)
classified-ad: ΠΩΛΕΙΤΑΙ μονοκατοικία στην Πυλαία. Τηλ. 761-914. (688, 853, 819, 870)
classified-ad: ΚΑΛΑΜΑΡΙΑ ένα κατάστημα 40 μ2 μόνον 20.000 το μ2. 836-122. (142, 512, 270, 529)
classified-ad: ΚΑΡΥΠΙΔΗΣ, Τσιμισκή 121, τηλ. 265-588, 276-616. Διαμέρισμα πλησίον επί της Π. Μελά, 80 μ2 λοξό, κατασκευής καινούργιο, τιμή 2.500.000 δρχ. (276, 290, 405, 334)
classified-ad: ΘΕΜΙΣ διαμ. λοξό έτοιμο 110 τ.μ. στη τιμή ευκαιρίας. Σάββατο 828-591. (411, 238, 543, 255)
classified-ad: ΜΕΣΙΤΙΚΟΝ γραφείον Μαντζή, 28ης Οκτωβρίου 87 και Κουντουριώτου, γωνιακό διαλέξτε μας τηλεφωνικά, αν έχετε οικόπεδο ή διαμέρισμα για πώληση. Τηλ. 840-732. (142, 86, 270, 139)
classified-ad: ΠΛΑΤΕΙΑ Π. Συνδίκα 2ος όρ. 2ΔΣ ΚΛΔ 23.000 μ2 με λοξό. Τηλ. 543-258. (11, 848, 136, 874)
classified-ad: ΠΩΛΕΙΤΑΙ διαμέρισμα 100 μ2 στη Μαλακοπή, λοξό, καινούργιο, θέα. Τηλ. 922-391. (825, 472, 956, 498)
classified-ad: ΠΡΟΣΟΧΗ: Τα οικόπεδα του Πανοράματος των 2.200 τ.μ. δίπλα στην κεντρική οδό, κατάλληλα για βίλλα ή πολυκατοικία, τιμή 1.400.000 δρχ. Τηλ. 542-777 και 514-311. (11, 426, 136, 479)
classified-ad: ΠΩΛΟΥΝΤΑΙ διαμερίσματα από 75 και 120 τ.μ. στην Άγγελο Καλαμαριά και Κηφισιά. Τηλ. 829-539. (549, 499, 681, 526)
classified-ad: ΠΩΛΕΙΤΑΙ δύο διαμερίσματα με 3 ΔΣΚ και 2 ΔΣΚΛ στην Καλαμαριά, 1.850.000. Τηλ. 537-170. (825, 339, 956, 365)
classified-ad: ΖΑΧΑΡΟΥΔΗΣ 827-308. Διαμ. λοξό 80 μ2 900 χιλ. Άνω Τούμπα. (549, 144, 681, 161)
classified-ad: ΧΑΛΚΙΔΙΚΗΣ 60 μ2 σε 2ος ΔΣΚΛ καινούργιο. 800.000. Τηλ. 836-122. (142, 570, 270, 587)
classified-ad: ΖΑΧΑΡΟΥΔΗΣ 827-308. Διαμ. λοξό 54 μ2 900 χιλ. Μάρκου Μπότσαρη. (549, 86, 681, 103)
classified-ad: ΖΑΧΑΡΟΥΔΗΣ 827-308. Διαμ. λοξό 58 μ2 950 χιλ. Χαριλάου. (549, 124, 681, 142)
classified-ad: ΠΩΛΟΥΝΤΑΙ 4 ρετιρέ στην Χαριλάου κεντρικά 145, 150 και 140 τ.μ. Τηλ. 829-539. (549, 451, 681, 478)
classified-ad: ΠΩΛΕΙΤΑΙ κατάστημα. Τηλ. 540-423. (962, 604, 1081, 622)
classified-ad: ΡΕΤΙΡΕ 144 μ2 λοξό δίπλα στο σχολείο, Αγίου Φανουρίου, τιμή 2.950.000. Μαντζή 840-732. (142, 207, 270, 233)
classified-ad: ΠΑΤΕΛΙΑ 60 μ2 ισόγειο 2 ΔΣΚΑ 650.000 Ιατρού Τηλ. 230-303. (142, 1027, 270, 1044)
classified-ad: ΠΩΛΟΥΝΤΑΙ οικόπεδα στον Πλαγιάρι και στην Επανομή. Τηλ. 819-633. (962, 143, 1081, 169)
classified-ad: ΚΑΤΩ Τούμπα διαμ. λοξό 87 μ2 3ος όρ. 1.550.000. Τηλ. 538-423. (411, 591, 543, 608)
classified-ad: ΠΩΛΟΥΝΤΑΙ 3 ΔΣΚ με όλες τις ανέσεις. Τηλ. 818-839. (411, 1359, 543, 1376)
classified-ad: ΔΙΑΜΕΡΙΣΜΑ στην Καλαμαριά, 2 ΔΣΚ 80 μ2 με όλες τις ανέσεις. Τηλ. 265-880. (276, 1365, 405, 1392)
classified-ad: ΔΙΑΜΕΡΙΣΜΑ Σουπιά 2ος όροφος κ.λπ. 3ΔΣΚ 1.850.000 Τηλ. 265-880. (276, 1290, 405, 1307)
classified-ad: ΠΕΡΙΣ Επτάλοφος 55 τ.μ. κατασκευή λοξού διαμ. 523-791. (411, 802, 543, 819)
classified-ad: ΠΩΛΕΙΤΑΙ διαμέρισμα στην Άνω Πόλη. Τηλ. 266-892. (962, 431, 1081, 448)
classified-ad: ΠΩΛΟΥΝΤΑΙ διαμερίσματα στην Πυλαία. Τηλ. 841-079. (825, 825, 956, 843)
classified-ad: ΚΑΡΥΠΙΔΗΣ, Τσιμισκή 121, τηλ. 265-588, 276-616. Διαμέρισμα στα Λαδάδικα, 2 δωμάτια, τιμή 2.600.000 δρχ. (276, 402, 405, 437)
classified-ad: ΘΕΜΙΣ πωλείται 2 διαμ. των 110 τ.μ. λοξό έτοιμο. Πληροφορίες 828-591. (411, 123, 543, 150)
classified-ad: ΚΑΛΑΜΑΡΙΑ στη Χαριλάου οικόπεδο 360 μ2 ευκαιρία Τηλ. 812-478. (825, 133, 956, 158)
classified-ad: ΠΩΛΕΙΤΑΙ μονοκατοικία. Τηλ. 413-086. (825, 903, 956, 920)
classified-ad: ΔΙΑΜΕΡΙΣΜΑ 60 μ2 9 Πλατανιωτίσσης 1ος όρ. 50 μ2 λουτρό 750 χιλ. Μαντζή 840-732. (142, 311, 270, 337)
classified-ad: ΠΩΛΟΥΝΤΑΙ καινούργια διαμερίσματα 1ος όροφος στην Νεάπολη, σε ευκαιρία. Τηλ. 832-840. (688, 319, 819, 345)
classified-ad: ΜΕΝΕΜΕΝΗ διαμ. λοξό 50 μ2 ισόγειο 500.000 Τηλ. 538-423. (411, 630, 543, 647)
classified-ad: ΚΑΤΑΣΤΗΜΑ στην πόλη πόλεως 330 τ.μ. 3.200.000 Τηλ. 265-880. (276, 778, 405, 795)
classified-ad: ΚΑΛΑΜΑΡΙΑ διαμ. πρώτου ορόφου. Διαμέρισμα, γωνιακό, κουζίνα, πλήρες οικόπεδο με ήλιο, τιμή 1.950.000 και WC και 2 μπαλκόνια. Τηλ. 835-100. (11, 1228, 136, 1271)
ad-column-5 (545, 86, 681, 1578)
classified-ad: ΕΥΚΑΙΡΙΑ διαμέρισμα 2ος όρ. 76 μ2 Πυλαία 1.200.000 Τηλ. 924-926. (411, 334, 543, 351)
classified-ad: ΔΙΑΜΕΡΙΣΜΑ Γαμβέτα, 105 τ.μ. 5ος όρ. Τηλ. 523-791. (411, 849, 543, 866)
classified-ad: ΠΩΛΕΙΤΑΙ διαμέρισμα στο Χαριλάου. Τηλ. 824-495. (962, 411, 1081, 429)
classified-ad: ΟΙΚΟΔΟΜΙΚΕΣ Επιχειρήσεις Βασιλείου Μανωλίδη, Βασ. Όλγας 184, τηλ. 412-844, 416-826. Πωλούνται καινούργια διαμερίσματα στην Καλαμαριά. (688, 207, 819, 251)
classified-ad: ΠΩΛΕΙΤΑΙ διαμέρισμα 75 τ.μ. 2 ΔΣΚ, μεσαίο, ηλιόλουστο, τιμή 1.200.000. Τηλ. 639-698, 510-197. (825, 396, 956, 422)
classified-ad: ΖΑΧΑΡΟΥΔΗΣ 827-308. Διαμ. 72 μ2 950 χιλιάδες Χαριλάου. (549, 346, 681, 363)
classified-ad: ΠΛΑΤΕΙΑ Αγ. Σοφίας ρετιρέ 2 ΔΣΚ 95 μ2 1.750.000. Ιατρού Τηλ. 230-303. (142, 1103, 270, 1130)
classified-ad: ΠΑΝΟΡΑΜΑ 86 μ2 3 όροφοι, λοξό, 900.000. Μαντζή 840-732. (142, 445, 270, 462)
classified-ad: ΝΕΑΠΟΛΗ 75 μ2 ισόγειο 2α τ.μ. 1ος, 2ος όρ. 115 μ2 σε 23 χλ. κ.λπ. 125 όρ. 105 κάτω 123. Τηλ. 543-258. (11, 820, 136, 846)
classified-ad: ΠΩΛΟΥΝΤΑΙ έτοιμα διαμερίσματα, καινούργια σε εξοχικά περιβάλλοντα με θέα το Θερμαϊκό, με κήπο, σε ήσυχη περιοχή της Καλαμαριάς. Τηλ. 542-777 και 514-311. (11, 519, 136, 572)
classified-ad: ΠΩΛΕΙΤΑΙ διαμέρισμα ανάκαιν, 100 μ2 όροφ. Τηλ. 417-251. (411, 1002, 543, 1019)
classified-ad: ΣΥΚΙΕΣ πωλείται διαμέρισμα 85 τ.μ. Τηλ. 263-167. (962, 296, 1081, 313)
classified-ad: ΠΩΛΕΙΤΑΙ διαμέρισμα 100 μ2 στην Ανάληψη. Τηλ. 420-031. (276, 1802, 405, 1820)
classified-ad: ΠΩΛΕΙΤΑΙ μονοκατοικία στην Θέρμη. Τηλ. 536-130. (962, 547, 1081, 564)
classified-ad: ΠΡΑΣΙΝΟ Κεντρο 1 ΔΣΤΚ λουτρό 60 μ2 900.000. Ιατρού Τηλ. 230-303. (142, 1084, 270, 1101)
classified-ad: ΠΩΛΕΙΤΑΙ διαμέρισμα ανάκαιν 110 τ.μ. Τηλ. 529-731. (411, 1060, 543, 1077)
classified-ad: ΔΙΑΜΕΡΙΣΜΑ 100 τ.μ. λοξό Βασ. Όλγας, 1.600.000. Τηλ. 417-273. (549, 823, 681, 840)
classified-ad: ΒΥΖΑΝΤΙΟ πολλά διαμερίσματα 100 τ.μ. Τηλ. 840-918. (411, 1156, 543, 1173)
classified-ad: ΦΑΛΗΡΟ 116 μ2, 1.700.000 Σεπτ., τηλ. 840-918. (411, 1099, 543, 1116)
classified-ad: ΠΩΛΕΙΤΑΙ διαμ. γωνιακό στό Χαριλάου, ηλιόλουστο, 3ος όροφος, 3 ΔΣΚ και WC 1ος όρ. 2.000.000. Τηλ. 835-100. (11, 1394, 136, 1430)
classified-ad: ΚΤΗΜΑΤΙΚΟ: Τα μεγαλύτερα οικόπεδα στη Χαλκιδική σε κάθε τιμή. Τηλ. 93-223, 93-224, 93-225. (142, 1443, 270, 1469)
classified-ad: ΠΩΛΕΙΤΑΙ διαμέρισμα 40 τ.μ. στον Φάληρο. Τηλ. 941-680. (411, 1417, 543, 1434)
classified-ad: ΕΥΚΑΙΡΙΑ δεξαμενή και διαλέξτε διαμέρισμα στην Καλαμαριά 2 ΔΣΚΑ. Τηλ. 265-880. (276, 1014, 405, 1040)
classified-ad: ΠΩΛΕΙΤΑΙ διαμέρισμα 70 μ2. Τηλ. 824-121. (962, 392, 1081, 409)
classified-ad: ΚΤΗΜΑΤΙΚΟ γραφείο 'Ιωάννη Χατζηλουκόπουλου, Κολοκοτρώνη 1, γραφείο 212, τηλ. 542-777 και 514-311. (11, 111, 136, 145)
classified-ad: ΠΩΛΕΙΤΑΙ ρετιρέ 106 τ.μ. στην Νέα Ελβετία, θέα στη θάλασσα, 3ος όρ. Τηλ. 829-539. (549, 603, 681, 630)
classified-ad: ΚΑΤΑΣΤΗΜΑ 1 Δραγούμη πλησίον Εγνατίας 12 μ2. Τηλ. 531-924. (549, 632, 681, 649)
classified-ad: ΚΑΛΗΣ διαμερίσματα 132, 180, 200 ρετιρέ 78, 112 μ2, Καλαμαριά 110, 172, 150 μ2, Πανόραμα 150, 180 μ2. Ευαγγελίστρια. Τηλ. 93-223. (142, 1471, 270, 1507)
classified-ad: ΠΩΛΕΙΤΑΙ οικόπεδο γωνιακό 1.600 μ2 κατάλληλο για πολυκατοικία στην Καλαμαριά. Τηλ. 264-244. (688, 442, 819, 468)
classified-ad: ΠΩΛΕΙΤΑΙ διαμ. γωνιακό στο Χαριλάου κοντά στην Παπάφη καινούργιο 2ΔΣΚ, 2ος όροφος, 2.000.000. Τηλ. 835-100. (11, 1507, 136, 1541)
classified-ad: ΠΩΛΟΥΝΤΑΙ διαμερίσματα 2 ΔΣΚ. Τηλ. 941-553. (962, 315, 1081, 332)
classified-ad: ΠΩΛΟΥΝΤΑΙ 1ος όρ. 2 ΔΣΚ. Τηλ. 941-680. (411, 1397, 543, 1415)
classified-ad: ΔΙΑΓΩΝΙΟΥ περιοχή, ρετιρέ 3 Δ. 2ΤΣΚ, 2.100.000. Τηλ. 265-880. (276, 1071, 405, 1088)
classified-ad: ΣΙΔΗΡΟΡΗΝ διαμέρισμα 76 μ2 1.650.000. Τηλ. 531-924. (549, 689, 681, 706)
classified-ad: ΔΙΑΜΕΡΙΣΜΑ 125 μ2 με ασανσέρ Δελφών Μαντζή 840-732. (142, 292, 270, 309)
classified-ad: ΔΙΑΜΕΡΙΣΜΑΤΑ στο Αριστοτέλους μονοκατοικία 2 ΔΣΚ. Τηλ. 265-880. (276, 873, 405, 890)
classified-ad: ΚΑΤΑΣΤΗΜΑΤΑ τσιμεντόσ. 220, 60, 30, 40, 20, 17 μ2 κεντρικά. Τηλ. 231-180. (142, 733, 270, 759)
classified-ad: ΔΙΑΜΕΡΙΣΜΑΤΑ πάνω στην Πάνω Τούμπα 3 ΔΣΚ μαζί μπαλκόνι στην θάλασσα, Αλεξίου Τηλ. 840-694. (142, 1330, 270, 1356)
classified-ad: ΠΩΛΕΙΤΑΙ διαμέρισμα 85 μ2 με θέα. Τηλ. 912-840. (825, 691, 956, 708)
classified-ad: ΠΩΛΕΙΤΑΙ διαμέρισμα κεντρικά 50 τ.μ. και 26.000 το μ2. Τηλ. 829-539. (549, 480, 681, 497)
classified-ad: ΖΑΧΑΡΟΥΔΗΣ 827-308. Διαμ. λοξό 110 μ2 1.800.000 Κηφισίας. (549, 404, 681, 421)
classified-ad: ΕΥΚΑΙΡΙΑ Νέα Κρήνη 83 μ2 2 ΔΣΚ 1.200.000. Τηλ. 265-880. (276, 1488, 405, 1505)
classified-ad: ΔΙΑΜΕΡΙΣΜΑΤΑ κατάλληλο για γραφεία, ιατρεία, με όλες τις ανέσεις, σε κεντρική περιοχή. Τηλ. 523-791. (411, 888, 543, 914)
classified-ad: ΠΩΛΟΥΝΤΑΙ 2 διαμερίσματα, τηλ. 841-079. (825, 500, 956, 517)
classified-ad: ΠΩΛΕΙΤΑΙ σε Χαριλάου 2 ΔΣΚ Τηλ. 818-839. (411, 1378, 543, 1395)
classified-ad: ΠΩΛΕΙΤΑΙ κατάστημα στην Καλαμαριά. Τηλ. 224-808. (962, 450, 1081, 467)
classified-ad: ΣΧΟΛΗ Τυφλών 2 ΔΣΚ 900.000. Τηλ. 265-880. (276, 853, 405, 870)
classified-ad: ΚΑΤΑΣΤΗΜΑ 160 μ2 πατάρι 80 μ2 σε ιδιωτική οδό. Τηλ. 924-926. (411, 277, 543, 294)
classified-ad: ΚΑΤΩ Τούμπα 117 μ2 2ος όρ. 3 δωμάτια σαλόνι λοξό γωνία 23 χιλ. κ.λπ. Τηλ. 534-238. (11, 659, 136, 685)
classified-ad: ΖΑΧΑΡΟΥΔΗΣ 827-308. Γκαρσονιέρα 33 μ2 320 χιλ. Κων/πόλεως. (549, 260, 681, 286)
classified-ad: ΔΙΑΜΕΡΙΣΜΑ πωλείται Αναγνωσιάδου ρετιρέ καινούργια 3 ΔΣΚ με θέα 3 πλευρές. Τηλ. 523-791. (411, 754, 543, 780)
classified-ad: ΚΑΛΗΣ: ξενοδοχείο 200 μ2 στην Ασπροβάλτα 2.000 μ2 θέα στη θάλασσα, Τηλ. 93-223. (142, 1594, 270, 1619)
classified-ad: ΠΑΝΣΙΟΝ Μπότσαρη, 90 μ2 με καλοριφέρ πρόσοψη 1.350.000. Τηλ. 836-122. (142, 464, 270, 490)
classified-ad: ΚΑΤΑΣΤΗΜΑ, επί της Μπότσαρη 57 μ2 1.500.000. Τηλ. 836-122. (142, 628, 270, 645)
classified-ad: ΧΑΡΙΛΑΟΥ, Νέα Ελβετία, παρκινγκ, 110 μ2, 3ος όροφος, 140 μ2, 3 ΔΣΚΑ, 2.600.000. Τηλ. 265-880. (276, 1233, 405, 1259)
classified-ad: ΚΑΛΑΜΑΡΙΑ Γεωργίου 120 μ2 2 ΔΣΚ 2.400.000. Τηλ. 524-854. (276, 1641, 405, 1658)
classified-ad: ΑΓΙΟΣ Παύλος 2 ΔΣΚΑ 70 τ.μ. δρχ. 850.000. Έναντι λουτρών. Τηλ. 230-303, 230-351. (142, 931, 270, 957)
classified-ad: ΣΑΛΑΜΙΝΑ 33 μ2 2 ΔΣΚ με όλα τα κομφόρ. Τηλ. 836-122. (142, 695, 270, 712)
classified-ad: ΠΩΛΟΥΝΤΑΙ διαμερίσματα κεντρικά με θέα στην πλατεία Αριστοτέλους. Τηλ. 235-127. (688, 527, 819, 553)
classified-ad: ΘΕΜΙΣ διαμ. λοξό με όλα τα μ2 έτοιμο, σε καλό κατοικήσιμη κατάσταση, κήπος και Άνω Τούμπα τηλ. 828-591. (411, 86, 543, 121)
classified-ad: ΠΩΛΕΙΤΑΙ οικόπεδο στη Σίνδο. Τηλ. 224-808. (962, 508, 1081, 526)
classified-ad: ΡΕΤΙΡΕ 140 μ2 σούπερ λοξό, κήπο, βεράντες, κλιματισμός, θερμοσίφωνας, πάρκο Καλλιθέας. Τηλ. 840-732. (142, 141, 270, 176)
classified-ad: ΠΩΛΟΥΝΤΑΙ δύο διαμερίσματα 25 και 51 τ.μ. στο κέντρο. Τηλ. 417-251. (411, 1021, 543, 1039)
classified-ad: ΠΩΛΟΥΝΤΑΙ διαμερίσματα 60 μ2 ηλιόλουστα με αυλή. Τηλ. 524-854. (276, 1783, 405, 1800)
